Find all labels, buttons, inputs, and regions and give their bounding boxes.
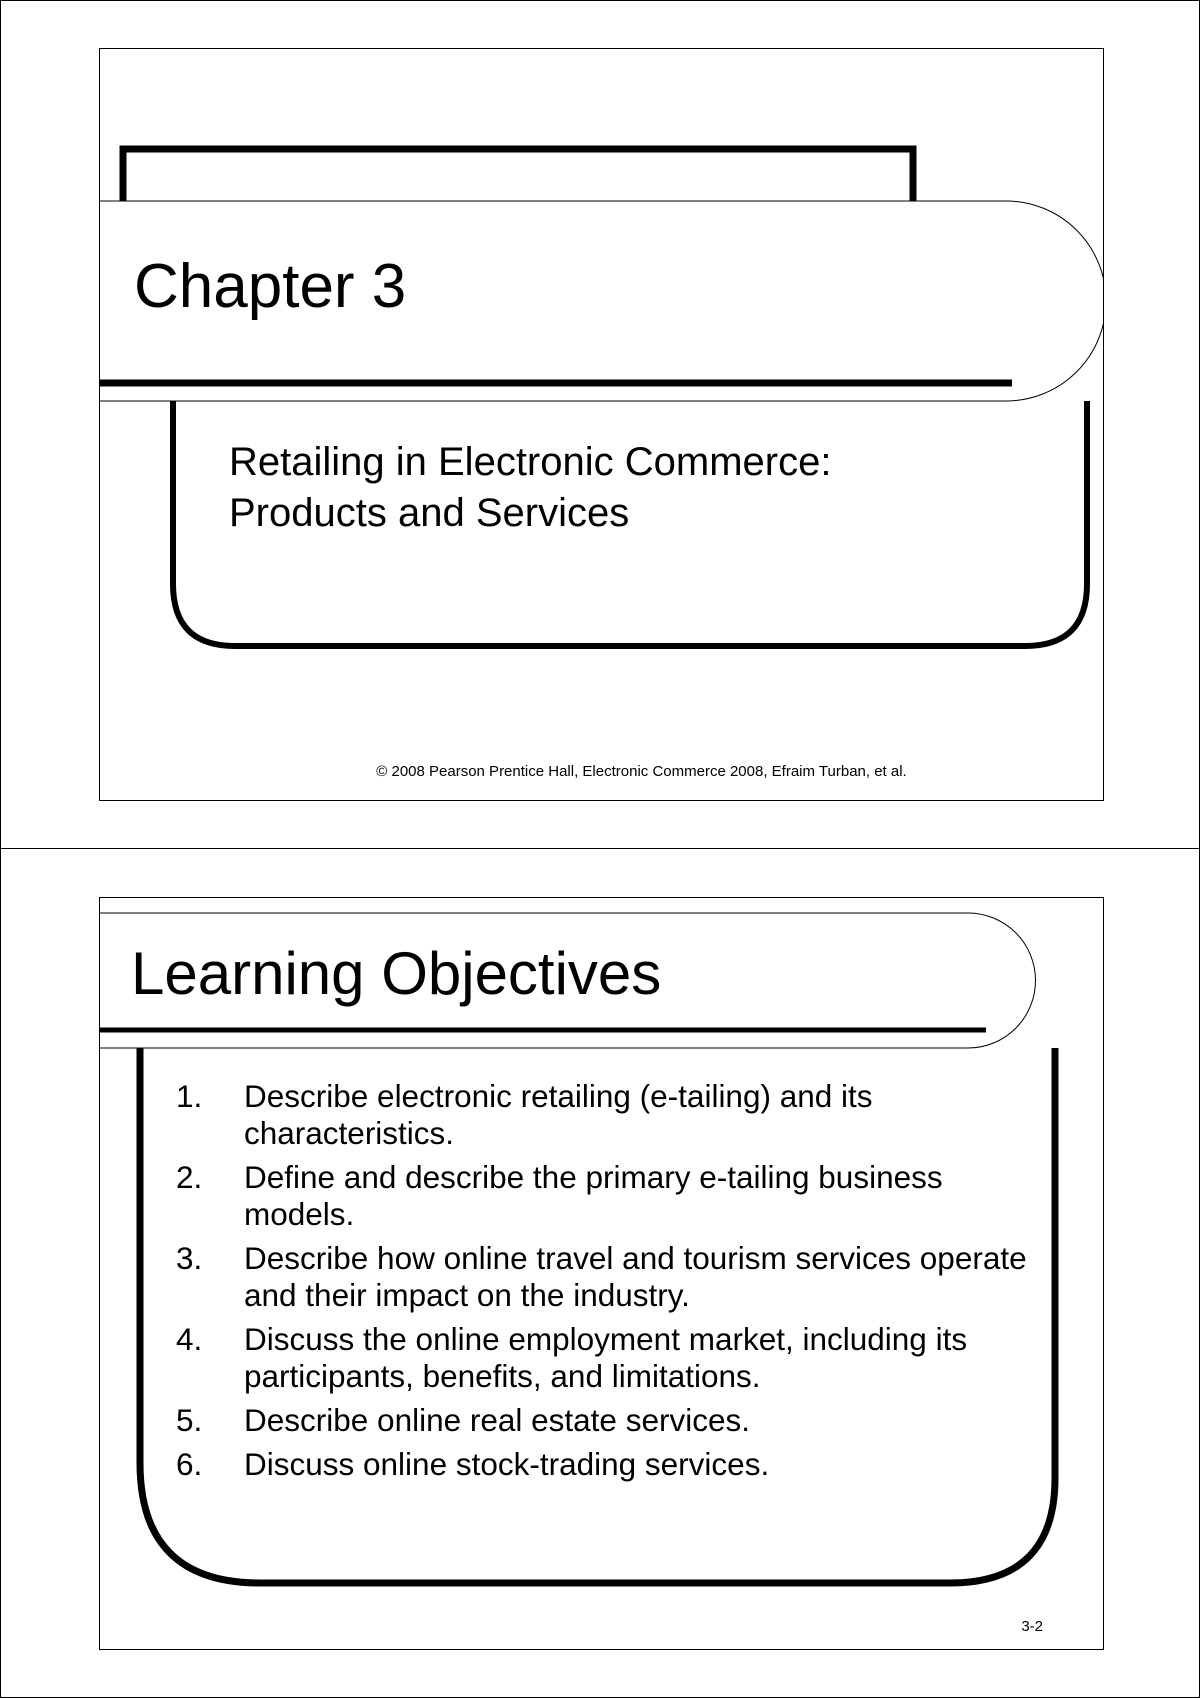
slide-1-decoration	[100, 49, 1103, 800]
subtitle-line-1: Retailing in Electronic Commerce:	[229, 440, 832, 484]
objective-item	[176, 1078, 1056, 1152]
slide-chapter-title	[99, 48, 1104, 801]
objectives-list	[176, 1078, 1056, 1490]
objective-number: 2.	[176, 1159, 203, 1195]
objective-item	[176, 1446, 1056, 1483]
objective-text: Define and describe the primary e-tailing business models.	[244, 1159, 943, 1232]
objective-item	[176, 1402, 1056, 1439]
objective-number: 6.	[176, 1446, 203, 1482]
objective-number: 3.	[176, 1240, 203, 1276]
objective-text: Describe how online travel and tourism services operate and their impact on the industry.	[244, 1240, 1027, 1313]
objective-number: 4.	[176, 1321, 203, 1357]
slide-learning-objectives	[99, 897, 1104, 1650]
objective-item	[176, 1321, 1056, 1395]
subtitle-line-2: Products and Services	[229, 491, 630, 535]
objective-item	[176, 1240, 1056, 1314]
copyright-notice: © 2008 Pearson Prentice Hall, Electronic Commerce 2008, Efraim Turban, et al.	[376, 763, 907, 780]
page-divider	[0, 848, 1200, 849]
slide-number: 3-2	[1021, 1618, 1043, 1635]
objective-item	[176, 1159, 1056, 1233]
objective-text: Describe online real estate services.	[244, 1402, 750, 1438]
objective-text: Discuss the online employment market, including its participants, benefits, and limitations.	[244, 1321, 968, 1394]
objective-number: 5.	[176, 1402, 203, 1438]
chapter-title: Chapter 3	[134, 252, 407, 321]
objective-text: Describe electronic retailing (e-tailing) and its characteristics.	[244, 1078, 873, 1151]
chapter-subtitle	[229, 437, 831, 539]
objectives-title: Learning Objectives	[131, 940, 662, 1007]
objective-number: 1.	[176, 1078, 203, 1114]
objective-text: Discuss online stock-trading services.	[244, 1446, 770, 1482]
